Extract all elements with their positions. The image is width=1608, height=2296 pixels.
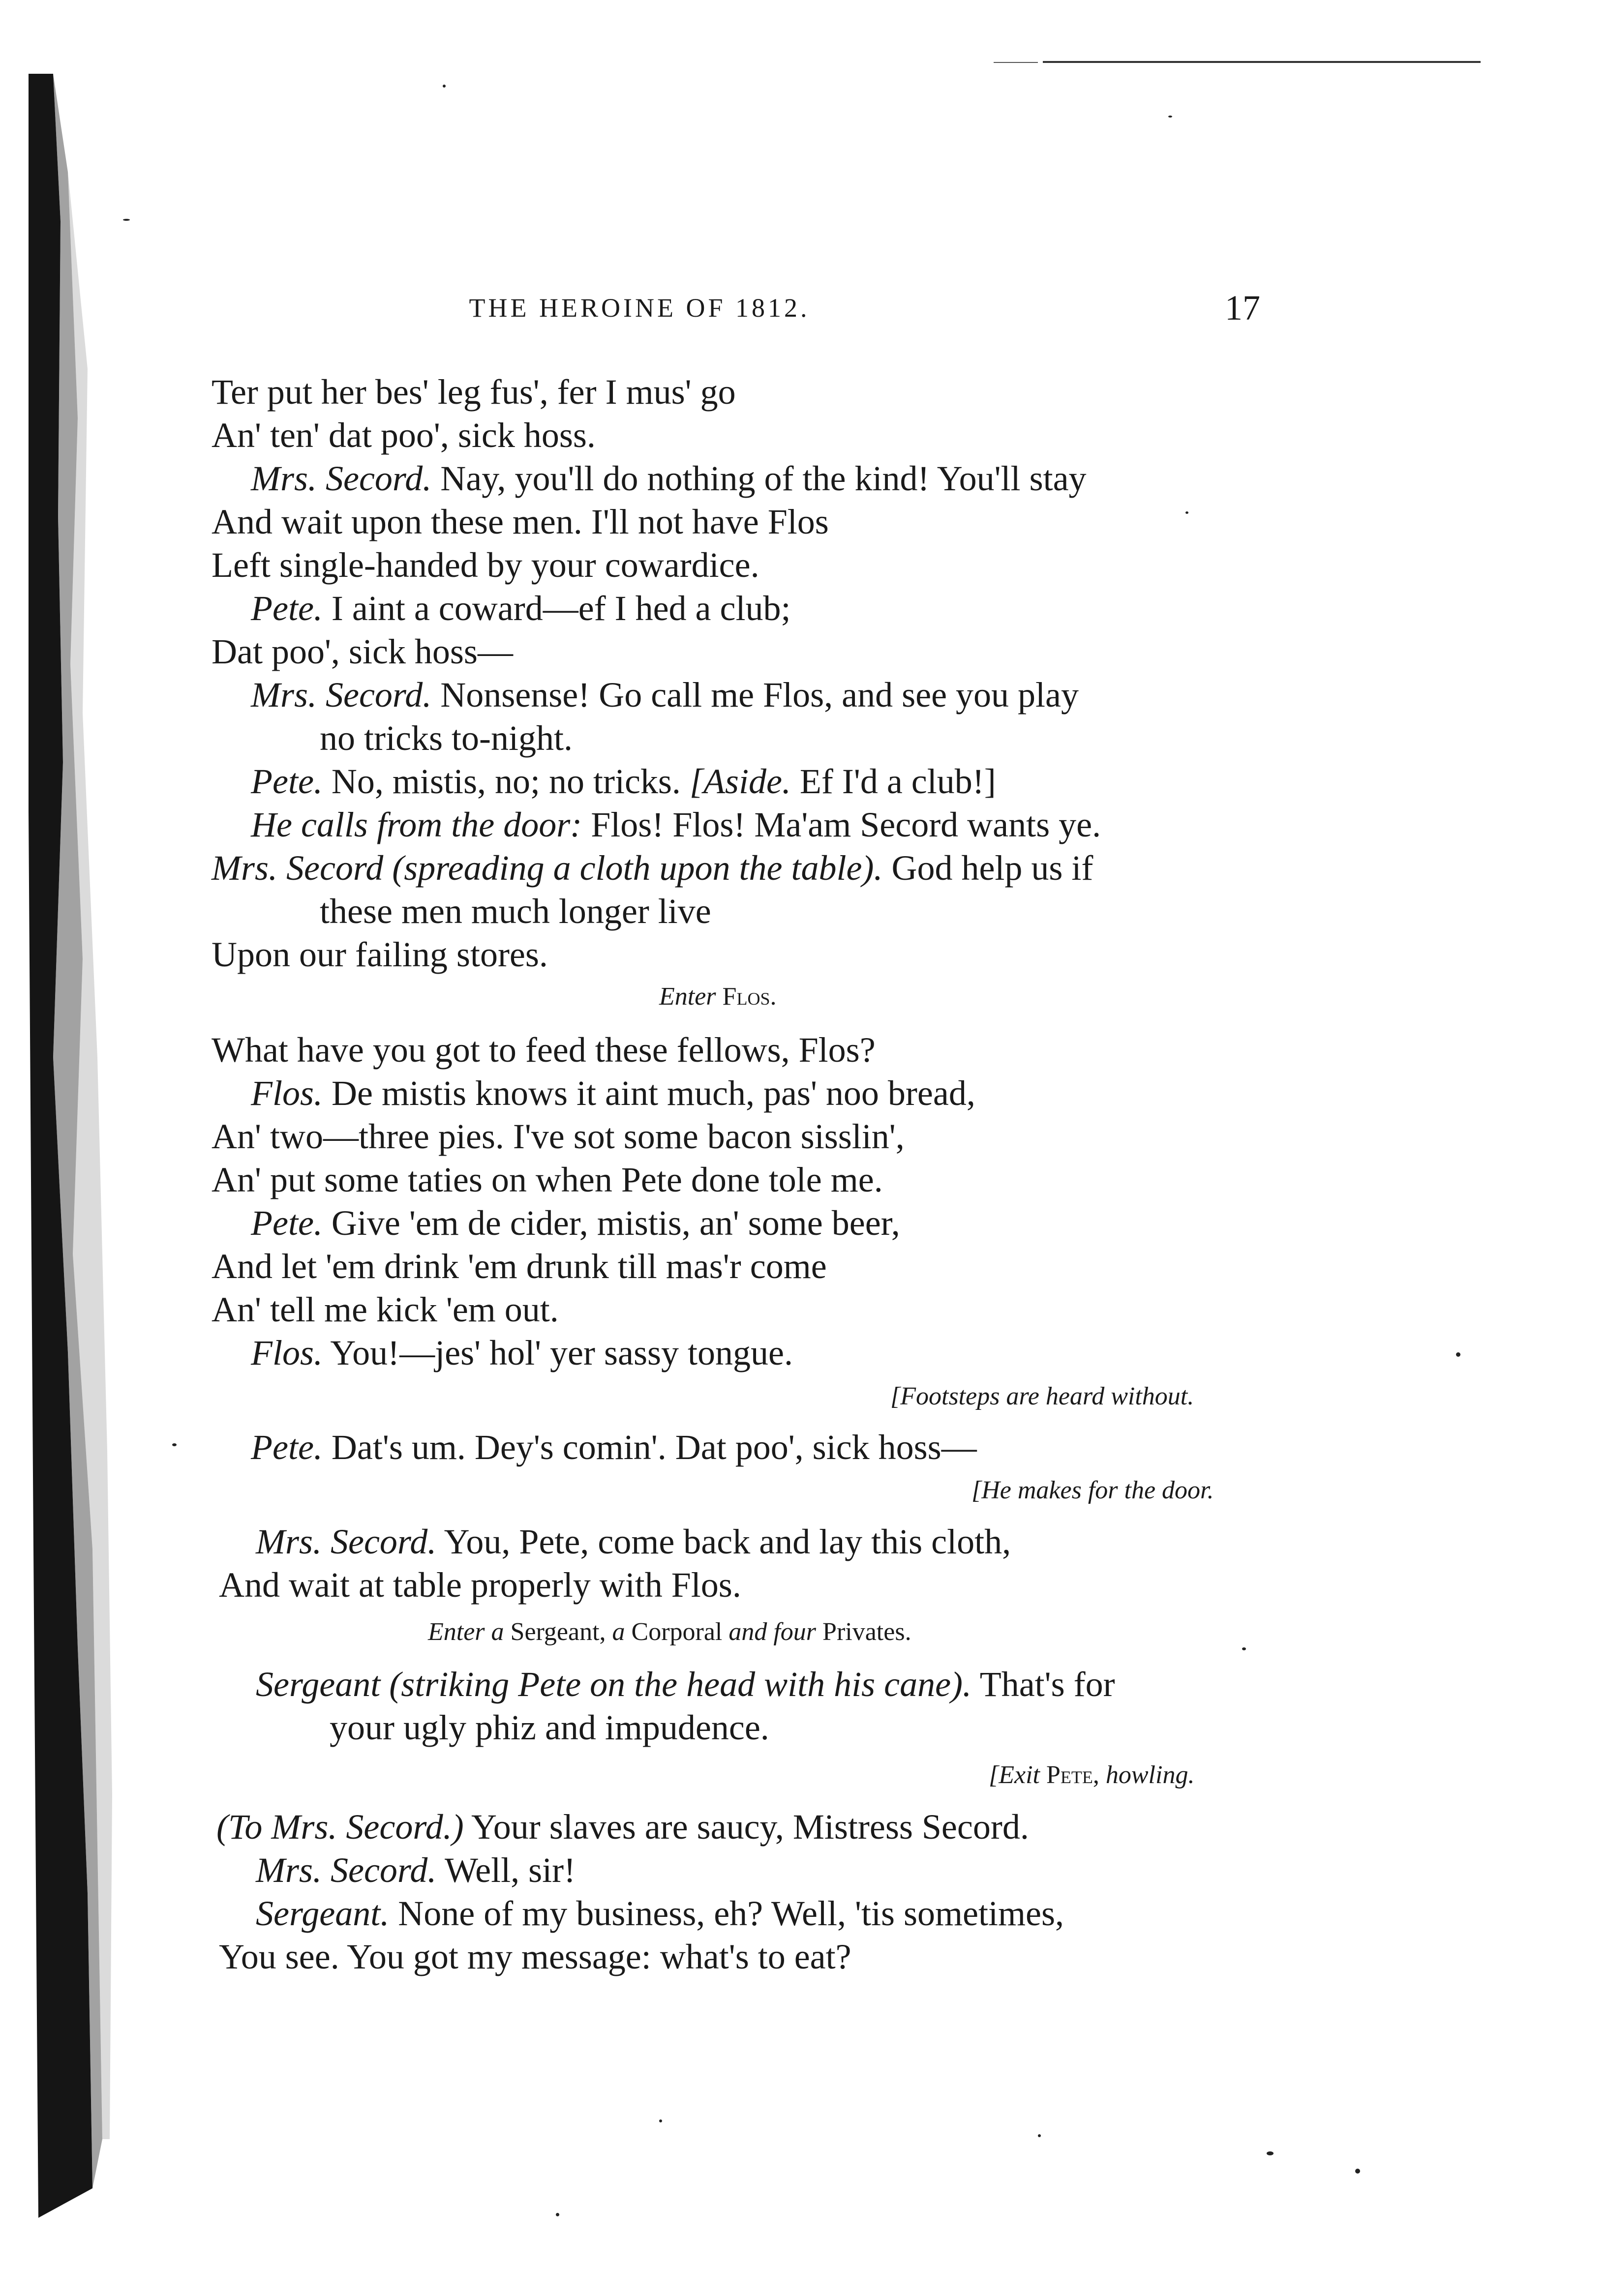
direction-word: [Exit: [989, 1761, 1040, 1789]
speaker-name: Mrs. Secord.: [251, 459, 432, 498]
verse-line: [256, 1848, 576, 1892]
verse-line: [251, 456, 1087, 501]
verse-line: [216, 1805, 1029, 1849]
verse-line: You see. You got my message: what's to eat?: [219, 1937, 851, 1976]
verse-line: your ugly phiz and impudence.: [330, 1708, 769, 1747]
paper-speck: [1038, 2134, 1041, 2137]
direction-word: a: [612, 1618, 625, 1646]
direction-word: howling.: [1105, 1761, 1195, 1789]
aside-text: Ef I'd a club!]: [799, 762, 996, 801]
verse-line: [251, 803, 1101, 847]
stage-direction-enter: [428, 1615, 911, 1649]
verse-line: [212, 846, 1093, 890]
verse-line: What have you got to feed these fellows, Flos?: [212, 1030, 876, 1070]
running-title: THE HEROINE OF 1812.: [469, 293, 810, 323]
paper-speck: [1168, 116, 1172, 118]
paper-speck: [172, 1443, 177, 1446]
direction-text: [Footsteps are heard without.: [890, 1382, 1194, 1410]
verse-line: An' two—three pies. I've sot some bacon sisslin',: [212, 1117, 905, 1156]
verse-line: [256, 1891, 1064, 1936]
paper-speck: [1242, 1647, 1246, 1650]
character-name: Pete,: [1046, 1761, 1099, 1789]
speaker-name: Mrs. Secord.: [256, 1850, 437, 1890]
verse-line: no tricks to-night.: [320, 718, 573, 758]
speech-text: Dat's um. Dey's comin'. Dat poo', sick hoss—: [331, 1428, 977, 1467]
verse-line: [251, 1331, 793, 1375]
verse-line: Ter put her bes' leg fus', fer I mus' go: [212, 372, 736, 412]
paper-speck: [1355, 2169, 1360, 2174]
speaker-name: Sergeant: [256, 1665, 381, 1704]
verse-line: these men much longer live: [320, 892, 711, 931]
stage-direction: (To Mrs. Secord.): [216, 1807, 464, 1847]
speech-text: Flos! Flos! Ma'am Secord wants ye.: [591, 805, 1101, 844]
verse-line: [251, 1071, 975, 1115]
speech-text: Nonsense! Go call me Flos, and see you play: [440, 675, 1079, 715]
verse-line: And wait at table properly with Flos.: [219, 1565, 741, 1605]
paper-speck: [556, 2213, 559, 2216]
paper-speck: [1456, 1352, 1460, 1357]
speaker-name: Flos.: [251, 1333, 323, 1372]
speaker-name: Pete.: [251, 1203, 323, 1243]
direction-word: and four: [728, 1618, 817, 1646]
stage-direction: (striking Pete on the head with his cane).: [389, 1665, 972, 1704]
binding-shadow: [24, 74, 127, 2218]
verse-line: [256, 1520, 1011, 1564]
verse-line: An' ten' dat poo', sick hoss.: [212, 416, 596, 455]
top-rule-short: [994, 62, 1038, 63]
stage-direction-enter: [659, 980, 776, 1014]
speaker-name: Mrs. Secord.: [251, 675, 432, 715]
enter-word: Enter: [659, 983, 716, 1011]
stage-direction: (spreading a cloth upon the table).: [392, 848, 883, 888]
verse-line: [251, 1201, 900, 1245]
speech-text: No, mistis, no; no tricks.: [331, 762, 681, 801]
stage-direction: [971, 1473, 1214, 1508]
top-rule: [1043, 61, 1481, 63]
speaker-name: Flos.: [251, 1073, 323, 1113]
speech-text: That's for: [979, 1665, 1115, 1704]
verse-line: Left single-handed by your cowardice.: [212, 545, 759, 585]
verse-line: [251, 1425, 977, 1469]
stage-direction: [890, 1379, 1194, 1414]
verse-line: An' put some taties on when Pete done tole me.: [212, 1160, 883, 1199]
page-number: 17: [1225, 288, 1260, 328]
stage-direction-exit: [989, 1758, 1194, 1792]
speaker-name: Pete.: [251, 762, 323, 801]
speaker-name: Mrs. Secord.: [256, 1522, 437, 1561]
speech-text: None of my business, eh? Well, 'tis sometimes,: [398, 1894, 1064, 1933]
character-name: Privates.: [822, 1618, 911, 1646]
speaker-name: Mrs. Secord: [212, 848, 384, 888]
speaker-name: Sergeant.: [256, 1894, 390, 1933]
character-name: Corporal: [631, 1618, 723, 1646]
direction-text: [He makes for the door.: [971, 1476, 1214, 1504]
speech-text: Nay, you'll do nothing of the kind! You'll stay: [440, 459, 1087, 498]
speech-text: De mistis knows it aint much, pas' noo bread,: [332, 1073, 975, 1113]
verse-line: And wait upon these men. I'll not have Flos: [212, 502, 829, 541]
character-name: Flos.: [722, 983, 777, 1011]
character-name: Sergeant,: [510, 1618, 606, 1646]
paper-speck: [659, 2119, 662, 2122]
speech-text: God help us if: [891, 848, 1093, 888]
verse-line: Dat poo', sick hoss—: [212, 632, 513, 671]
speaker-name: Pete.: [251, 589, 323, 628]
paper-speck: [443, 85, 446, 88]
direction-word: Enter a: [428, 1618, 504, 1646]
verse-line: Upon our failing stores.: [212, 935, 548, 974]
paper-speck: [1267, 2151, 1274, 2155]
verse-line: An' tell me kick 'em out.: [212, 1290, 559, 1329]
speech-text: Your slaves are saucy, Mistress Secord.: [471, 1807, 1029, 1847]
speech-text: You, Pete, come back and lay this cloth,: [444, 1522, 1011, 1561]
verse-line: [251, 586, 790, 630]
verse-line: [251, 673, 1079, 717]
verse-line: [256, 1662, 1115, 1706]
verse-line: [251, 759, 996, 804]
paper-speck: [123, 219, 130, 221]
aside-direction: [Aside.: [689, 762, 791, 801]
speech-text: You!—jes' hol' yer sassy tongue.: [330, 1333, 793, 1372]
speech-text: I aint a coward—ef I hed a club;: [331, 589, 791, 628]
verse-line: And let 'em drink 'em drunk till mas'r come: [212, 1247, 827, 1286]
stage-direction: He calls from the door:: [251, 805, 582, 844]
paper-speck: [1185, 511, 1188, 514]
speech-text: Give 'em de cider, mistis, an' some beer,: [331, 1203, 900, 1243]
speaker-name: Pete.: [251, 1428, 323, 1467]
speech-text: Well, sir!: [444, 1850, 576, 1890]
